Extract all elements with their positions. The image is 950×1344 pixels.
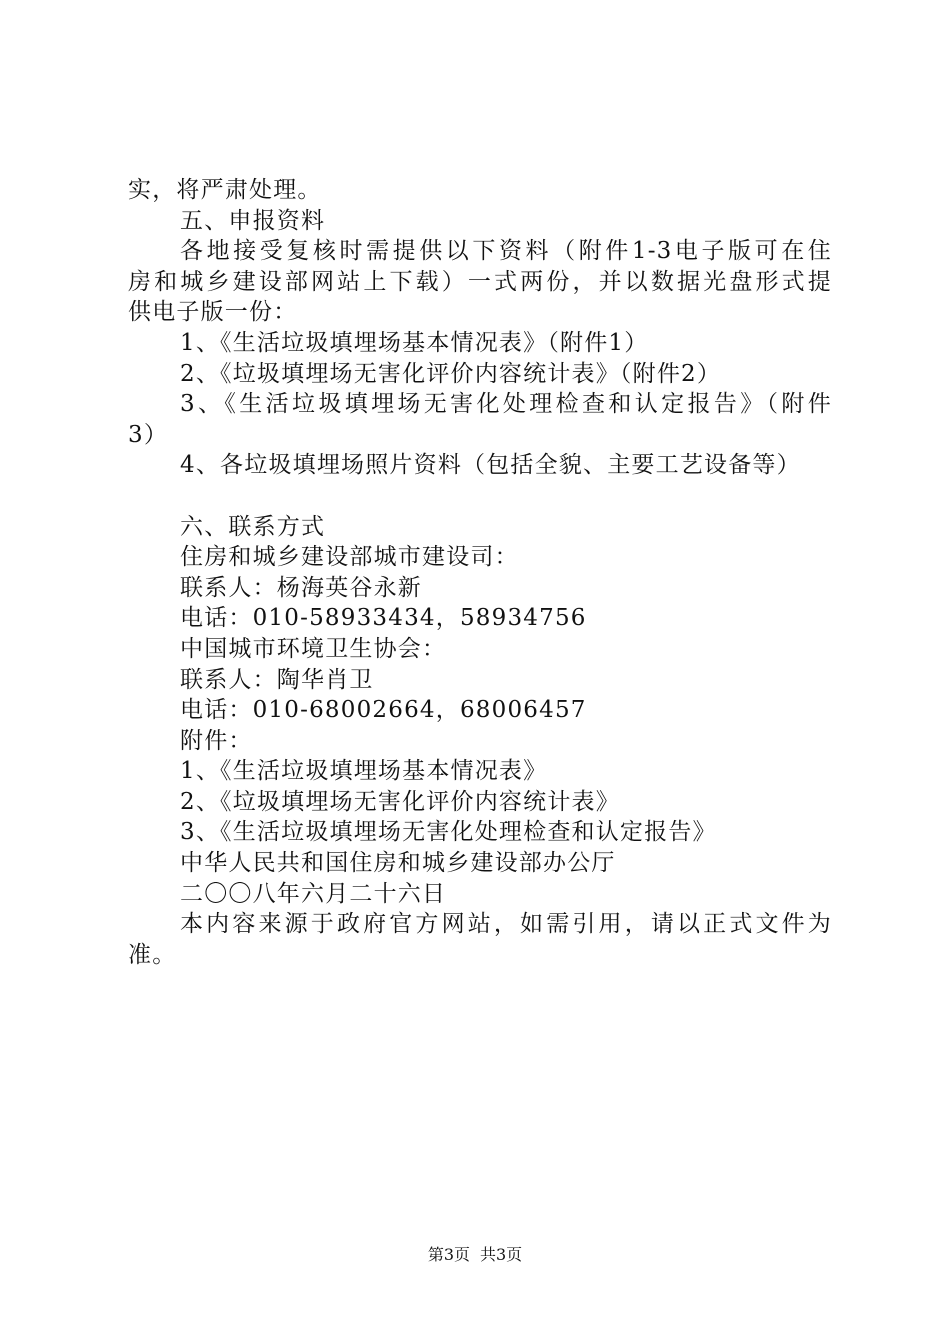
contact-organization: 住房和城乡建设部城市建设司： [180,544,519,571]
blank-line [128,481,832,512]
section-heading-materials: 五、申报资料 [180,207,326,234]
page-total: 共3页 [480,1245,523,1264]
paragraph-line: 房和城乡建设部网站上下载）一式两份，并以数据光盘形式提 [128,268,832,295]
contact-person: 联系人：杨海英谷永新 [180,574,422,601]
list-item: 1、《生活垃圾填埋场基本情况表》（附件1） [180,329,649,356]
source-note-continuation: 准。 [128,941,177,968]
paragraph-line: 各地接受复核时需提供以下资料（附件1-3电子版可在住 [180,238,832,265]
section-heading-contact: 六、联系方式 [180,513,326,540]
page-footer [0,1244,950,1266]
list-item: 2、《垃圾填埋场无害化评价内容统计表》（附件2） [180,360,722,387]
issuing-office: 中华人民共和国住房和城乡建设部办公厅 [180,850,616,877]
contact-phone: 电话：010-68002664，68006457 [180,697,587,724]
contact-organization: 中国城市环境卫生协会： [180,635,447,662]
list-item-continuation: 3） [128,421,169,448]
contact-person: 联系人：陶华肖卫 [180,666,374,693]
attachments-heading: 附件： [180,727,253,754]
contact-phone: 电话：010-58933434，58934756 [180,605,587,632]
attachment-item: 3、《生活垃圾填埋场无害化处理检查和认定报告》 [180,819,717,846]
page-number: 第3页 [427,1245,470,1264]
document-body [128,175,832,970]
attachment-item: 1、《生活垃圾填埋场基本情况表》 [180,758,548,785]
list-item: 4、各垃圾填埋场照片资料（包括全貌、主要工艺设备等） [180,452,801,479]
issue-date: 二〇〇八年六月二十六日 [180,880,447,907]
paragraph-line: 实，将严肃处理。 [128,177,322,203]
list-item: 3、《生活垃圾填埋场无害化处理检查和认定报告》（附件 [180,391,832,418]
paragraph-line: 供电子版一份： [128,299,298,326]
attachment-item: 2、《垃圾填埋场无害化评价内容统计表》 [180,788,620,815]
source-note: 本内容来源于政府官方网站，如需引用，请以正式文件为 [180,911,832,938]
